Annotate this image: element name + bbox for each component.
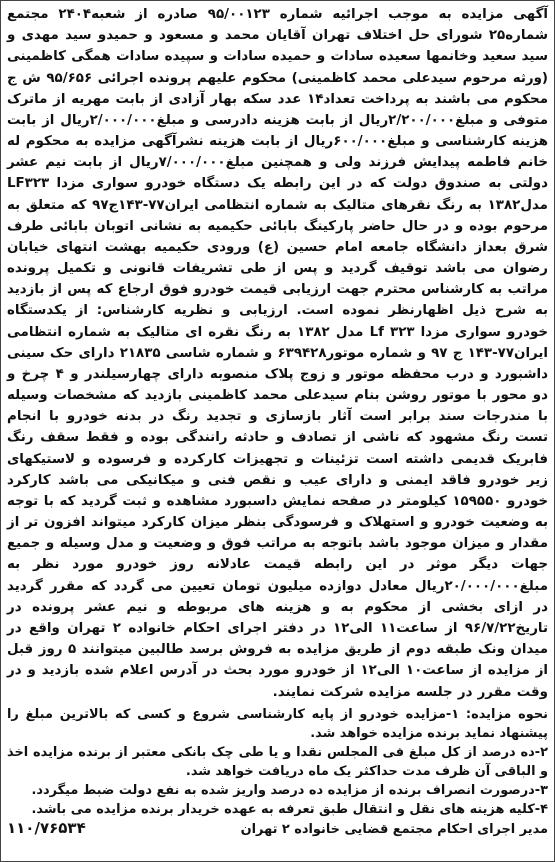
term-item: ۲-ده درصد از کل مبلغ فی المجلس نقدا و یا طی چک بانکی معتبر از برنده مزایده اخذ و الباقی آن ظرف مدت حداکثر یک ماه دریافت خواهد شد. [7, 744, 548, 779]
signature-line: مدیر اجرای احکام مجتمع قضایی خانواده ۲ تهران [240, 822, 548, 838]
auction-terms [7, 705, 548, 820]
reference-number: ۱۱۰/۷۶۵۳۴ [7, 819, 86, 838]
notice-footer [7, 819, 548, 839]
term-item: ۴-کلیه هزینه های نقل و انتقال طبق تعرفه به عهده خریدار برنده مزایده می باشد. [31, 802, 548, 818]
notice-body: آگهی مزایده به موجب اجرائیه شماره ۹۵/۰۰۱۲۳ صادره از شعبه۲۴۰۴ مجتمع شماره۲۵ شورای حل اختلاف تهران آقایان محمد و مسعود و حمیدو سید مهدی و سید سعید وخانمها سعیده سادات و حمیده سادات و سپیده سادات همگی کاظمینی (ورثه مرحوم سیدعلی محمد کاظمینی) محکوم علیهم پرونده اجرائی ۹۵/۶۵۶ ش ج محکوم می باشند به پرداخت تعداد۱۴ عدد سکه بهار آزادی از بابت مهریه از ماترک متوفی و مبلغ۲/۲۰۰/۰۰۰ریال از بابت هزینه دادرسی و مبلغ۲/۰۰۰/۰۰۰ریال از بابت هزینه کارشناسی و مبلغ۶۰۰/۰۰۰ریال از بابت هزینه نشرآگهی مزایده به محکوم له خانم فاطمه پیدایش فرزند ولی و همچنین مبلغ۷/۰۰۰/۰۰۰ریال از بابت نیم عشر دولتی به صندوق دولت که در این رابطه یک دستگاه خودرو سواری مزدا LF۳۲۳ مدل۱۳۸۲ به رنگ نقرهای متالیک به شماره انتظامی ایران۷۷-۱۴۳ج۹۷ که متعلق به مرحوم بوده و در حال حاضر پارکینگ بابائی حکیمیه به نشانی اتوبان بابائی طرف شرق بعداز دانشگاه جامعه امام حسین (ع) ورودی حکیمیه بهشت انتهای خیابان رضوان می باشد توقیف گردید و پس از طی تشریفات قانونی و تکمیل پرونده مراتب به کارشناس محترم جهت ارزیابی قیمت خودرو فوق ارجاع که پس از بازدید به شرح ذیل اظهارنظر نموده است. ارزیابی و نظریه کارشناس: از یکدستگاه خودرو سواری مزدا Lf ۳۲۳ مدل ۱۳۸۲ به رنگ نقره ای متالیک به شماره انتظامی ایران۷۷-۱۴۳ ج ۹۷ و شماره موتور۶۳۹۴۲۸ و شماره شاسی ۲۱۸۳۵ دارای حک سینی داشبورد و درب محفظه موتور و زوج پلاک منصوبه دارای چهارسیلندر و ۴ چرخ و دو محور با موتور روشن بنام سیدعلی محمد کاظمینی بازدید که مشخصات وسیله با مندرجات سند برابر است آثار بازسازی و تجدید رنگ در بدنه خودرو با انجام تست رنگ مشهود که ناشی از تصادف و حادثه رانندگی بوده و فقط سقف رنگ فابریک قدیمی داشته است تزئینات و تجهیزات کارکرده و فرسوده و لاستیکهای زیر خودرو فاقد ایمنی و دارای عیب و نقص فنی و میکانیکی می باشد کارکرد خودرو ۱۵۹۵۵۰ کیلومتر در صفحه نمایش داسبورد مشاهده و ثبت گردید که با توجه به وضعیت خودرو و استهلاک و فرسودگی بنظر میزان کارکرد میتواند افزون تر از مقدار و میزان موجود باشد باتوجه به مراتب فوق و وضعیت و مدل وسیله و جمیع جهات دیگر موثر در این رابطه قیمت عادلانه روز خودرو مورد نظر به مبلغ۲۰/۰۰۰/۰۰۰ریال معادل دوازده میلیون تومان تعیین می گردد که مقرر گردید در ازای بخشی از محکوم به و هزینه های مربوطه و نیم عشر پرونده در تاریخ۹۶/۷/۲۲ از ساعت۱۱ الی۱۲ در دفتر اجرای احکام خانواده ۲ تهران واقع در میدان ونک طبقه دوم از طریق مزایده به فروش برسد طالبین میتوانند ۵ روز قبل از مزایده از ساعت۱۰ الی۱۲ از خودرو مورد بحث در آدرس اعلام شده بازدید و در وقت مقرر در جلسه مزایده شرکت نمایند. [7, 7, 549, 700]
term-item: نحوه مزایده: ۱-مزایده خودرو از پایه کارشناسی شروع و کسی که بالاترین مبلغ را پیشنهاد نماید برنده مزایده خواهد شد. [7, 706, 548, 741]
term-item: ۳-درصورت انصراف برنده از مزایده ده درصد واریز شده به نفع دولت ضبط میگردد. [31, 783, 548, 799]
